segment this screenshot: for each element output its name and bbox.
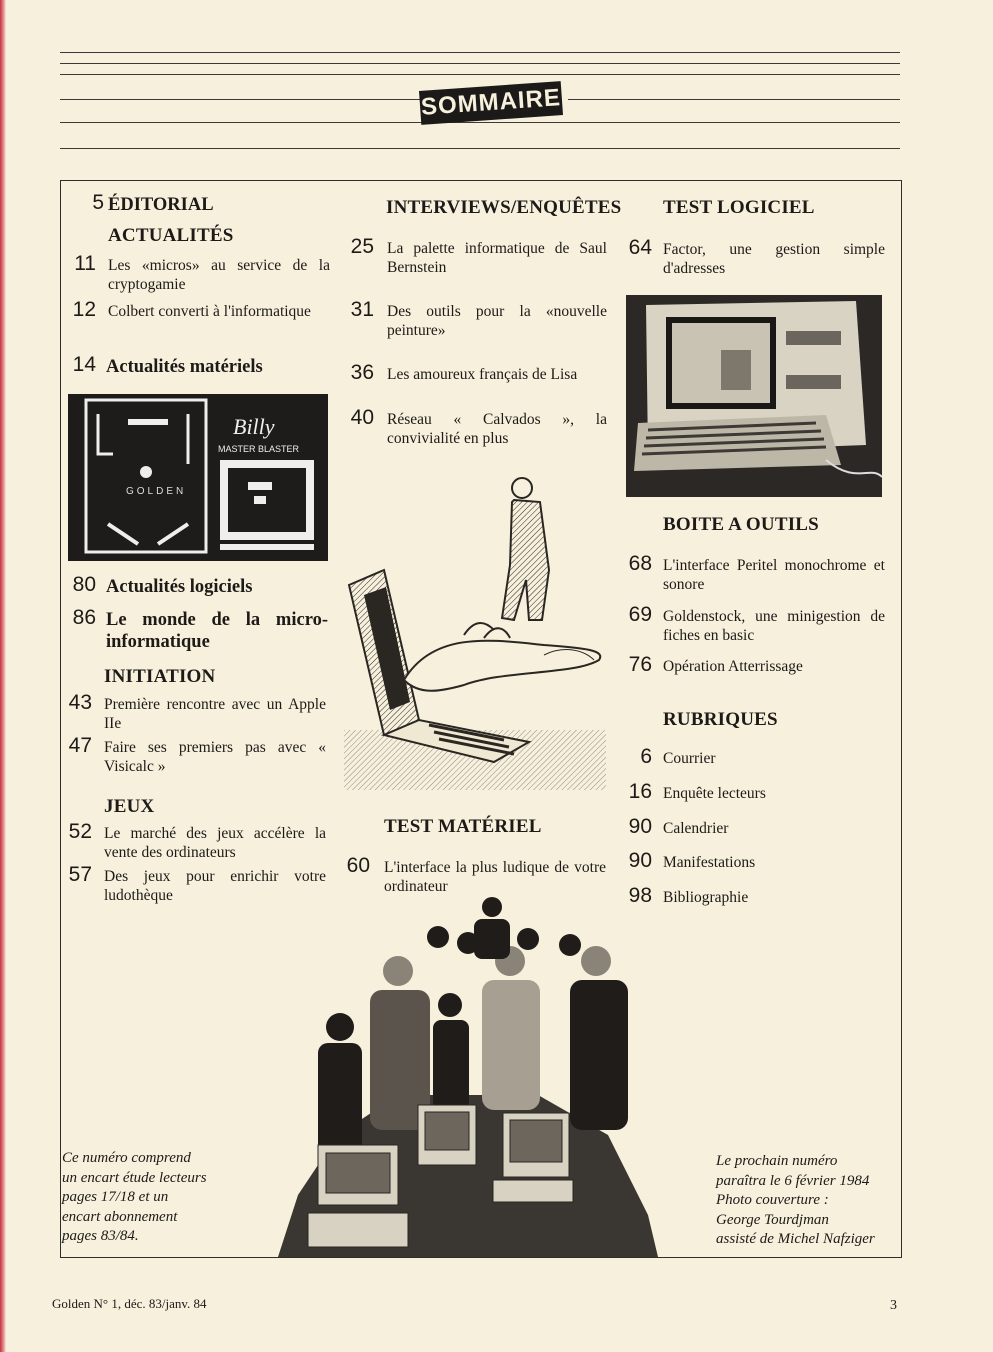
caption-line: Photo couverture : (716, 1192, 829, 1208)
team-group-photo (278, 895, 658, 1257)
toc-entry[interactable] (66, 693, 331, 735)
section-heading-test-logiciel: TEST LOGICIEL (663, 197, 815, 218)
page-number-footer: 3 (890, 1298, 897, 1313)
header-rule (568, 99, 900, 100)
lisa-computer-photo (626, 295, 882, 497)
toc-entry[interactable] (618, 886, 888, 912)
entry-title: Première rencontre avec un Apple IIe (104, 696, 326, 732)
page-number: 52 (68, 820, 92, 843)
header-rule (60, 99, 420, 100)
page-number: 47 (68, 734, 92, 757)
entry-title: Enquête lecteurs (663, 785, 766, 802)
page-number: 57 (68, 863, 92, 886)
page-number: 6 (640, 745, 652, 768)
page-number: 25 (350, 235, 374, 258)
toc-entry[interactable] (618, 782, 888, 808)
toc-entry[interactable] (340, 300, 610, 342)
toc-entry-actualites-materiels[interactable] (70, 355, 335, 381)
entry-title: L'interface la plus ludique de votre ordinateur (384, 859, 606, 895)
entry-title: Le marché des jeux accélère la vente des ordinateurs (104, 825, 326, 861)
section-heading-jeux: JEUX (104, 796, 155, 817)
section-heading-rubriques: RUBRIQUES (663, 709, 778, 730)
header-rule (60, 63, 900, 64)
entry-title: Actualités logiciels (106, 577, 253, 597)
entry-title: Goldenstock, une minigestion de fiches en basic (663, 608, 885, 644)
caption-line: pages 17/18 et un (62, 1189, 169, 1205)
entry-title: Manifestations (663, 854, 756, 871)
computer-photo-drawing (626, 295, 882, 497)
entry-title: Factor, une gestion simple d'adresses (663, 241, 885, 277)
caption-line: pages 83/84. (62, 1228, 139, 1244)
master-blaster-label: MASTER BLASTER (218, 444, 300, 454)
page-number: 69 (628, 603, 652, 626)
issue-footer: Golden N° 1, déc. 83/janv. 84 (52, 1296, 207, 1311)
entry-title: ÉDITORIAL (108, 195, 214, 215)
billy-logo: Billy (233, 414, 275, 439)
entry-title: Le monde de la micro-informatique (106, 610, 328, 652)
group-photo-drawing (278, 895, 658, 1257)
caption-line: un encart étude lecteurs (62, 1169, 207, 1186)
toc-entry[interactable] (66, 736, 331, 778)
toc-entry[interactable] (618, 747, 888, 773)
page-number: 80 (72, 573, 96, 596)
pinball-screen-illustration (68, 394, 328, 561)
toc-entry[interactable] (70, 254, 335, 296)
header-rule (60, 148, 900, 149)
game-screenshot-image (68, 394, 328, 561)
page-number: 76 (628, 653, 652, 676)
section-heading-initiation: INITIATION (104, 666, 216, 687)
page-number: 64 (628, 236, 652, 259)
entry-title: Courrier (663, 750, 716, 767)
toc-entry[interactable] (340, 408, 610, 450)
next-issue-caption (716, 1152, 898, 1250)
page-number: 68 (628, 552, 652, 575)
entry-title: Opération Atterrissage (663, 658, 803, 675)
page-number: 90 (628, 849, 652, 872)
section-heading-boite-a-outils: BOITE A OUTILS (663, 514, 819, 535)
hand-computer-illustration (344, 470, 606, 792)
page-number: 31 (350, 298, 374, 321)
page-number: 12 (72, 298, 96, 321)
toc-entry[interactable] (618, 554, 888, 596)
toc-entry[interactable] (70, 300, 335, 342)
page-number: 40 (350, 406, 374, 429)
entry-title: Des jeux pour enrichir votre ludothèque (104, 868, 326, 904)
toc-entry[interactable] (618, 238, 888, 280)
toc-entry[interactable] (340, 363, 610, 389)
entry-title: Calendrier (663, 820, 729, 837)
caption-line: paraîtra le 6 février 1984 (716, 1172, 870, 1189)
page-number: 14 (72, 353, 96, 376)
caption-line: Le prochain numéro (716, 1153, 838, 1169)
page-edge (0, 0, 6, 1352)
entry-title: Actualités matériels (106, 357, 263, 377)
insert-note-caption (62, 1149, 262, 1247)
page-number: 11 (74, 252, 96, 275)
entry-title: Des outils pour la «nouvelle peinture» (387, 303, 607, 339)
caption-line: encart abonnement (62, 1208, 178, 1225)
page-number: 86 (72, 606, 96, 629)
toc-entry[interactable] (618, 817, 888, 843)
entry-title: La palette informatique de Saul Bernstein (387, 240, 607, 276)
entry-title: L'interface Peritel monochrome et sonore (663, 557, 885, 593)
section-heading-test-materiel: TEST MATÉRIEL (384, 816, 542, 837)
entry-title: Réseau « Calvados », la convivialité en plus (387, 411, 607, 447)
caption-line: George Tourdjman (716, 1211, 829, 1228)
golden-label: GOLDEN (126, 486, 187, 497)
section-heading-interviews: INTERVIEWS/ENQUÊTES (386, 197, 622, 218)
sommaire-banner: SOMMAIRE (419, 81, 563, 125)
toc-entry[interactable] (340, 856, 610, 898)
page-number: 90 (628, 815, 652, 838)
page-number: 5 (92, 191, 104, 214)
entry-title: Bibliographie (663, 889, 749, 906)
toc-entry[interactable] (66, 822, 331, 864)
entry-title: Colbert converti à l'informatique (108, 303, 311, 320)
page-number: 60 (346, 854, 370, 877)
caption-line: Ce numéro comprend (62, 1150, 191, 1166)
header-rule (60, 74, 900, 75)
header-rule (60, 122, 900, 123)
toc-entry-editorial[interactable] (70, 193, 335, 219)
entry-title: Les «micros» au service de la cryptogamie (108, 257, 330, 293)
page-number: 36 (350, 361, 374, 384)
entry-title: Les amoureux français de Lisa (387, 366, 578, 383)
entry-title: Faire ses premiers pas avec « Visicalc » (104, 739, 326, 775)
toc-entry[interactable] (618, 605, 888, 647)
page-number: 43 (68, 691, 92, 714)
toc-entry[interactable] (618, 851, 888, 877)
header-rule (60, 52, 900, 53)
section-heading-actualites: ACTUALITÉS (108, 225, 234, 246)
toc-entry-actualites-logiciels[interactable] (70, 575, 335, 601)
page-number: 98 (628, 884, 652, 907)
toc-entry[interactable] (618, 655, 888, 681)
page-number: 16 (628, 780, 652, 803)
toc-entry-monde[interactable] (70, 608, 335, 656)
toc-entry[interactable] (340, 237, 610, 279)
illustration-drawing (344, 470, 606, 792)
caption-line: assisté de Michel Nafziger (716, 1231, 875, 1247)
